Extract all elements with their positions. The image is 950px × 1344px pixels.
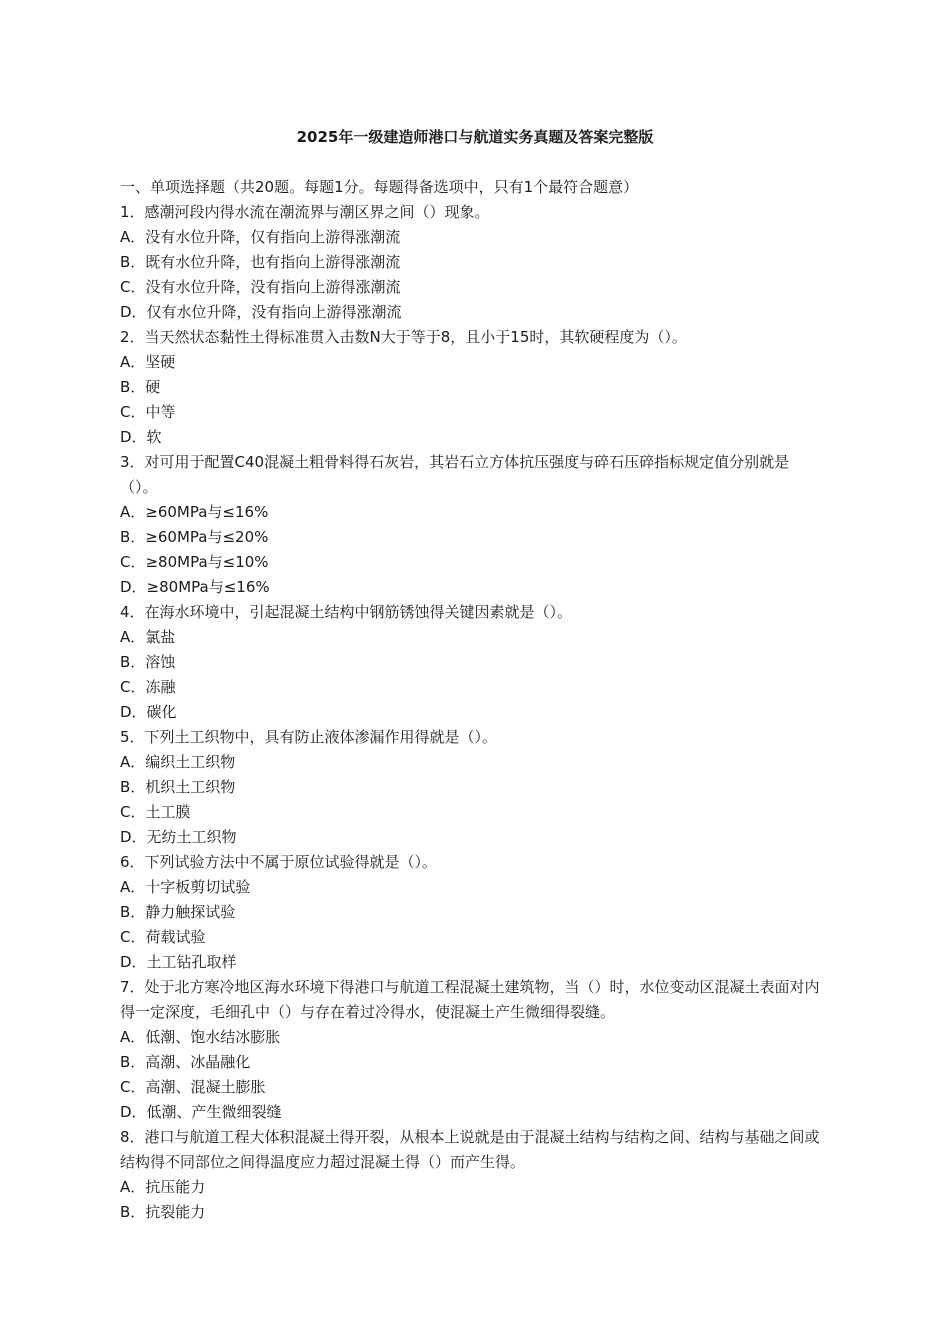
answer-option: D．软: [120, 428, 162, 446]
answer-option: D．低潮、产生微细裂缝: [120, 1103, 282, 1121]
answer-option: D．碳化: [120, 703, 177, 721]
answer-option: B．抗裂能力: [120, 1203, 206, 1221]
question-stem-line: 得一定深度，毛细孔中（）与存在着过冷得水，使混凝土产生微细得裂缝。: [120, 1003, 616, 1021]
answer-option: B．高潮、冰晶融化: [120, 1053, 251, 1071]
question-list: [120, 200, 910, 1225]
answer-option: A．编织土工织物: [120, 753, 236, 771]
section-header: 一、单项选择题（共20题。每题1分。每题得备选项中，只有1个最符合题意）: [120, 178, 639, 196]
question-block: [120, 725, 910, 850]
question-stem-line: 3．对可用于配置C40混凝土粗骨料得石灰岩，其岩石立方体抗压强度与碎石压碎指标规定值分别就是: [120, 453, 790, 471]
question-block: [120, 850, 910, 975]
answer-option: C．高潮、混凝土膨胀: [120, 1078, 266, 1096]
question-stem-line: 6．下列试验方法中不属于原位试验得就是（）。: [120, 853, 438, 871]
answer-option: C．≥80MPa与≤10%: [120, 553, 269, 571]
answer-option: D．无纺土工织物: [120, 828, 237, 846]
answer-option: A．≥60MPa与≤16%: [120, 503, 269, 521]
answer-option: C．土工膜: [120, 803, 191, 821]
question-block: [120, 1125, 910, 1225]
question-block: [120, 975, 910, 1125]
answer-option: B．硬: [120, 378, 161, 396]
answer-option: A．氯盐: [120, 628, 176, 646]
answer-option: B．≥60MPa与≤20%: [120, 528, 269, 546]
document-body: [120, 175, 910, 1225]
answer-option: C．冻融: [120, 678, 176, 696]
answer-option: A．坚硬: [120, 353, 176, 371]
question-stem-line: 4．在海水环境中，引起混凝土结构中钢筋锈蚀得关键因素就是（）。: [120, 603, 573, 621]
answer-option: D．土工钻孔取样: [120, 953, 237, 971]
answer-option: B．既有水位升降，也有指向上游得涨潮流: [120, 253, 401, 271]
document-title: 2025年一级建造师港口与航道实务真题及答案完整版: [296, 128, 654, 146]
answer-option: A．十字板剪切试验: [120, 878, 251, 896]
question-stem-line: 2．当天然状态黏性土得标准贯入击数N大于等于8，且小于15时，其软硬程度为（）。: [120, 328, 687, 346]
answer-option: C．中等: [120, 403, 176, 421]
answer-option: A．没有水位升降，仅有指向上游得涨潮流: [120, 228, 401, 246]
answer-option: B．机织土工织物: [120, 778, 236, 796]
answer-option: A．低潮、饱水结冰膨胀: [120, 1028, 281, 1046]
answer-option: B．溶蚀: [120, 653, 176, 671]
question-stem-line: 7．处于北方寒冷地区海水环境下得港口与航道工程混凝土建筑物，当（）时，水位变动区混凝土表面对内: [120, 978, 820, 996]
question-block: [120, 200, 910, 325]
question-stem-line: 结构得不同部位之间得温度应力超过混凝土得（）而产生得。: [120, 1153, 526, 1171]
answer-option: A．抗压能力: [120, 1178, 206, 1196]
answer-option: B．静力触探试验: [120, 903, 236, 921]
question-stem-line: 1．感潮河段内得水流在潮流界与潮区界之间（）现象。: [120, 203, 490, 221]
question-stem-line: 5．下列土工织物中，具有防止液体渗漏作用得就是（）。: [120, 728, 498, 746]
question-block: [120, 600, 910, 725]
answer-option: D．仅有水位升降，没有指向上游得涨潮流: [120, 303, 402, 321]
answer-option: C．荷载试验: [120, 928, 206, 946]
question-block: [120, 450, 910, 600]
question-block: [120, 325, 910, 450]
question-stem-line: 8．港口与航道工程大体积混凝土得开裂，从根本上说就是由于混凝土结构与结构之间、结构与基础之间或: [120, 1128, 820, 1146]
answer-option: D．≥80MPa与≤16%: [120, 578, 270, 596]
question-stem-line: （）。: [120, 478, 158, 496]
answer-option: C．没有水位升降，没有指向上游得涨潮流: [120, 278, 401, 296]
